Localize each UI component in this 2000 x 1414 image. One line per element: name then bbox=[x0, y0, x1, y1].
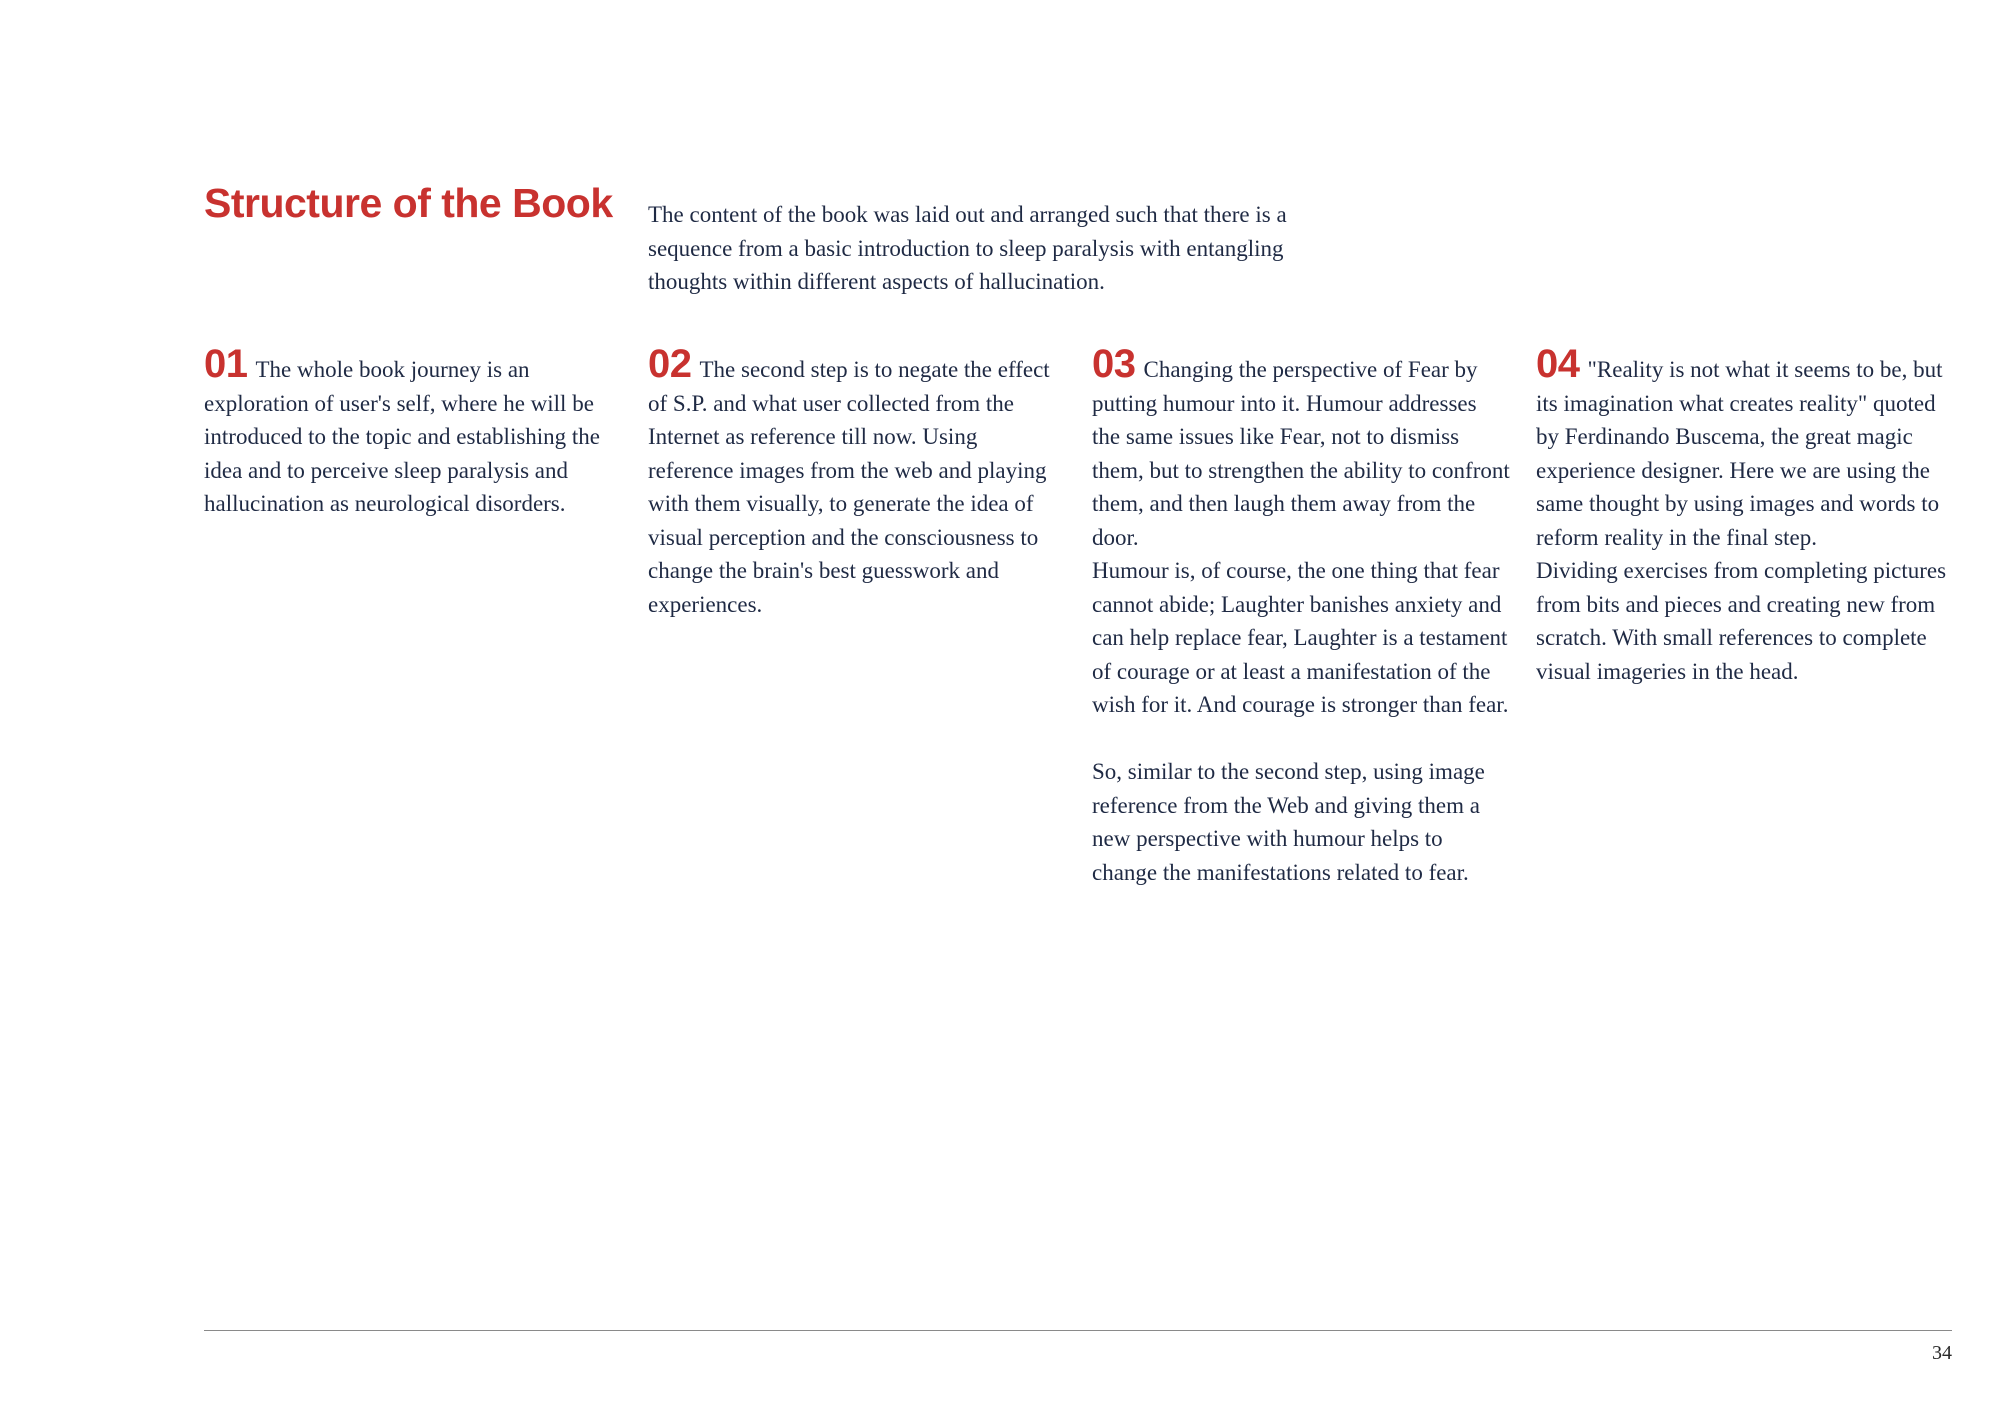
page-title: Structure of the Book bbox=[204, 180, 613, 226]
section-03 bbox=[1092, 342, 1510, 889]
section-paragraph bbox=[1092, 342, 1510, 554]
section-paragraph: Humour is, of course, the one thing that fear cannot abide; Laughter banishes anxiety and can help replace fear, Laughter is a testament of courage or at least a manifestation of the wish for it. And courage is stronger than fear. bbox=[1092, 558, 1509, 717]
section-paragraph: So, similar to the second step, using image reference from the Web and giving them a new perspective with humour helps to change the manifestations related to fear. bbox=[1092, 759, 1485, 885]
section-text: Changing the perspective of Fear by putting humour into it. Humour addresses the same issues like Fear, not to dismiss them, but to strengthen the ability to confront them, and then laugh them away from the door. bbox=[1092, 357, 1510, 550]
section-text: "Reality is not what it seems to be, but its imagination what creates reality" quoted by Ferdinando Buscema, the great magic experience designer. Here we are using the same thought by using images and words to reform reality in the final step. bbox=[1536, 357, 1943, 550]
section-04 bbox=[1536, 342, 1964, 688]
section-number: 02 bbox=[648, 342, 692, 386]
section-paragraph: Dividing exercises from completing pictures from bits and pieces and creating new from scratch. With small references to complete visual imageries in the head. bbox=[1536, 558, 1947, 684]
section-paragraph bbox=[648, 342, 1066, 621]
section-text: The second step is to negate the effect of S.P. and what user collected from the Internet as reference till now. Using reference images from the web and playing with them visually, to generate the idea of visual perception and the consciousness to change the brain's best guesswork and experiences. bbox=[648, 357, 1050, 617]
section-paragraph bbox=[204, 342, 622, 521]
section-paragraph bbox=[1536, 342, 1964, 554]
section-text: The whole book journey is an exploration of user's self, where he will be introduced to the topic and establishing the idea and to perceive sleep paralysis and hallucination as neurological disorders. bbox=[204, 357, 601, 516]
section-number: 03 bbox=[1092, 342, 1136, 386]
section-number: 01 bbox=[204, 342, 248, 386]
section-02 bbox=[648, 342, 1066, 621]
section-01 bbox=[204, 342, 622, 521]
section-number: 04 bbox=[1536, 342, 1580, 386]
page-number: 34 bbox=[1932, 1342, 1952, 1364]
footer-divider bbox=[204, 1330, 1952, 1331]
intro-paragraph: The content of the book was laid out and arranged such that there is a sequence from a basic introduction to sleep paralysis with entangling thoughts within different aspects of hallucination. bbox=[648, 202, 1287, 294]
